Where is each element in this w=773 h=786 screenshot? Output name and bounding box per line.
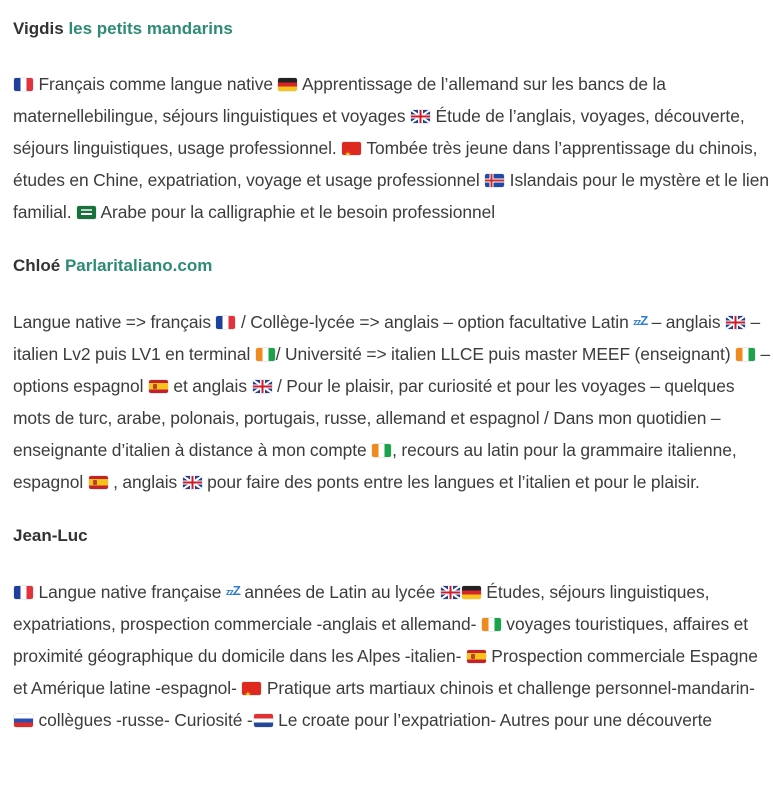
flag-es-icon (467, 650, 486, 663)
flag-cn-icon (242, 682, 261, 695)
flag-ci-icon (482, 618, 501, 631)
flag-es-icon (149, 380, 168, 393)
text-segment: / Collège-lycée => anglais – option facultative Latin (236, 312, 634, 332)
flag-gb-icon (411, 110, 430, 123)
text-segment: / Pour le plaisir, par curiosité et pour les voyages – quelques mots de turc, arabe, polonais, portugais, russe, allemand et espagnol / Dans mon quotidien – enseignante d’italien à distance à mon compte (13, 376, 735, 460)
text-segment: années de Latin au lycée (239, 582, 440, 602)
text-segment: Islandais pour le mystère et le lien familial. (13, 170, 769, 222)
entry-heading (13, 17, 773, 41)
flag-de-icon (278, 78, 297, 91)
entry-heading (13, 524, 773, 548)
text-segment: Étude de l’anglais, voyages, découverte, séjours linguistiques, usage professionnel. (13, 106, 745, 158)
text-segment: , recours au latin pour la grammaire italienne, espagnol (13, 440, 737, 492)
text-segment: Apprentissage de l’allemand sur les bancs de la maternellebilingue, séjours linguistiques et voyages (13, 74, 666, 126)
text-segment: Le croate pour l’expatriation- Autres pour une découverte (273, 710, 713, 730)
zzz-icon: zzZ (633, 313, 648, 328)
entry-heading (13, 254, 773, 278)
flag-hr-icon (254, 714, 273, 727)
flag-es-icon (89, 476, 108, 489)
text-segment: – options espagnol (13, 344, 771, 396)
flag-ci-icon (372, 444, 391, 457)
author-name: Chloé (13, 256, 61, 275)
text-segment: Arabe pour la calligraphie et le besoin professionnel (96, 202, 496, 222)
author-name: Jean-Luc (13, 526, 88, 545)
text-segment: Études, séjours linguistiques, expatriations, prospection commerciale -anglais et allemand- (13, 582, 710, 634)
flag-ci-icon (736, 348, 755, 361)
flag-ru-icon (14, 714, 33, 727)
flag-sa-icon (77, 206, 96, 219)
entry-text (13, 575, 771, 736)
entry-jean-luc (13, 524, 773, 736)
flag-is-icon (485, 174, 504, 187)
entry-text (13, 305, 771, 498)
flag-ci-icon (256, 348, 275, 361)
text-segment: Pratique arts martiaux chinois et challenge personnel-mandarin- (262, 678, 755, 698)
entry-text (13, 68, 771, 228)
text-segment: , anglais (108, 472, 182, 492)
flag-fr-icon (216, 316, 235, 329)
text-segment: Prospection commerciale Espagne et Amérique latine -espagnol- (13, 646, 758, 698)
text-segment: Tombée très jeune dans l’apprentissage du chinois, études en Chine, expatriation, voyage et usage professionnel (13, 138, 758, 190)
flag-cn-icon (342, 142, 361, 155)
text-segment: / Université => italien LLCE puis master MEEF (enseignant) (275, 344, 736, 364)
flag-fr-icon (14, 586, 33, 599)
text-segment: voyages touristiques, affaires et proximité géographique du domicile dans les Alpes -italien- (13, 614, 749, 666)
zzz-icon: zzZ (225, 583, 240, 598)
author-link[interactable]: les petits mandarins (68, 19, 233, 38)
flag-gb-icon (183, 476, 202, 489)
flag-fr-icon (14, 78, 33, 91)
flag-gb-icon (726, 316, 745, 329)
author-name: Vigdis (13, 19, 64, 38)
text-segment: et anglais (168, 376, 252, 396)
entry-vigdis (13, 17, 773, 228)
entry-chloe (13, 254, 773, 498)
author-link[interactable]: Parlaritaliano.com (64, 256, 213, 275)
text-segment: pour faire des ponts entre les langues et l’italien et pour le plaisir. (202, 472, 700, 492)
text-segment: Français comme langue native (34, 74, 278, 94)
flag-gb-icon (441, 586, 460, 599)
flag-gb-icon (253, 380, 272, 393)
text-segment: Langue native française (34, 582, 226, 602)
text-segment: Langue native => français (13, 312, 216, 332)
flag-de-icon (462, 586, 481, 599)
text-segment: – anglais (647, 312, 725, 332)
text-segment: collègues -russe- Curiosité - (34, 710, 253, 730)
text-segment: – italien Lv2 puis LV1 en terminal (13, 312, 761, 364)
